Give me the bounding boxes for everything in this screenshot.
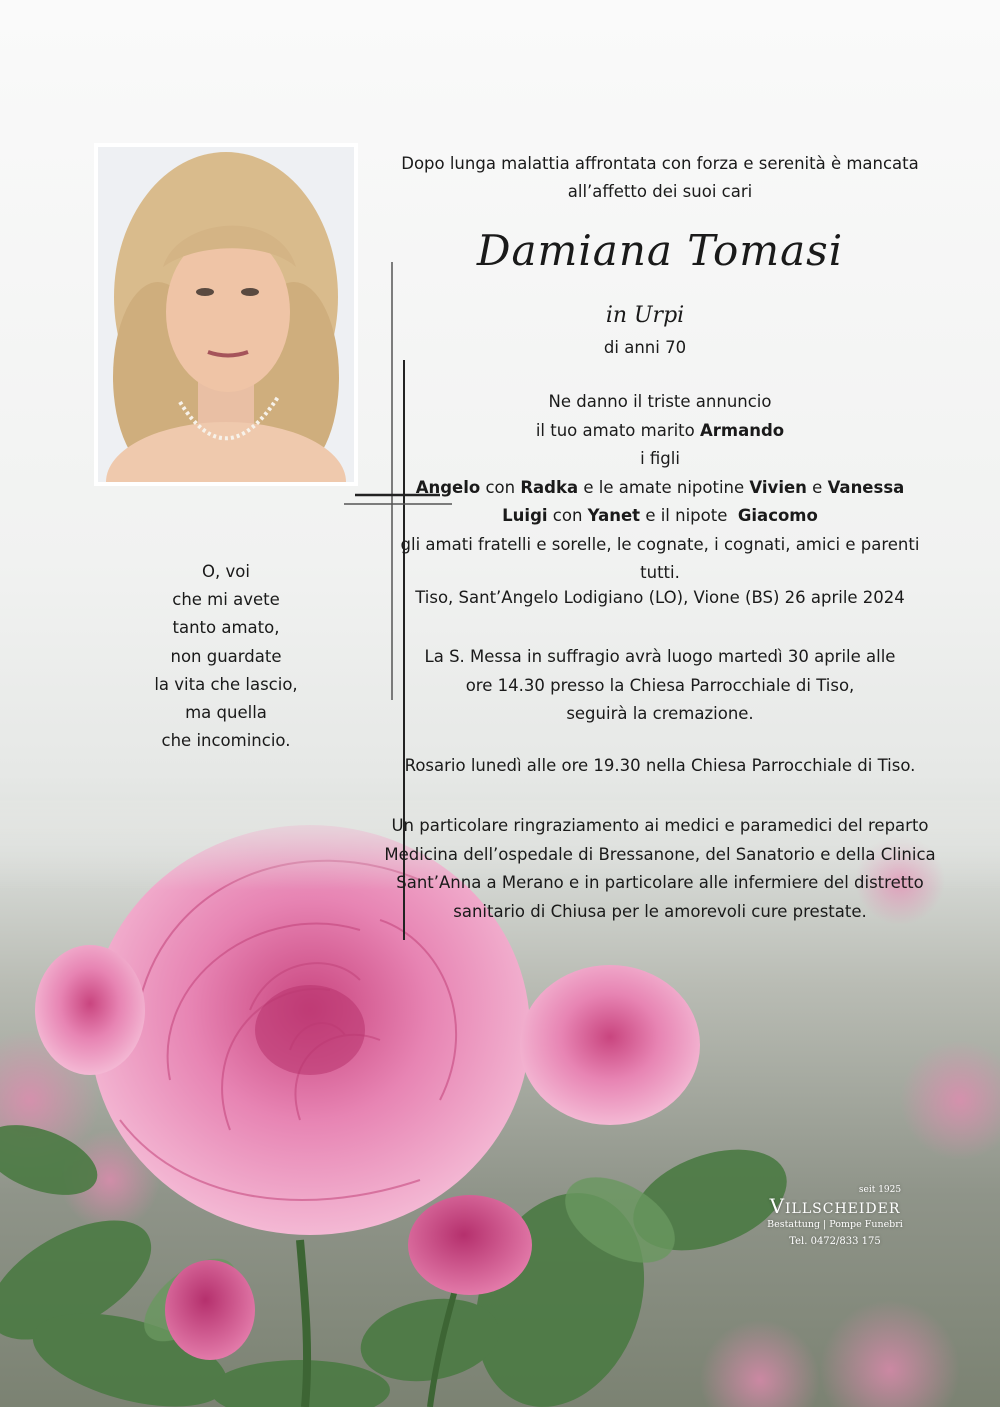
thanks-text: Un particolare ringraziamento ai medici e paramedici del reparto Medicina dell’ospedale di Bressanone, del Sanatorio e della Clinica Sant’Anna a Merano e in particolare alle infermiere del distretto sanitario di Chiusa per le amorevoli cure prestate. <box>384 816 936 921</box>
announcement-line-5: Luigi con Yanet e il nipote Giacomo <box>502 506 818 525</box>
announcement-line-4: Angelo con Radka e le amate nipotine Vivien e Vanessa <box>415 477 905 497</box>
logo-subtitle: Bestattung | Pompe Funebri <box>767 1219 903 1230</box>
poem-line: la vita che lascio, <box>154 674 298 694</box>
deceased-name: Damiana Tomasi <box>476 226 844 275</box>
family-announcement <box>400 388 920 588</box>
poem-line: che mi avete <box>172 590 280 610</box>
logo-name: Villscheider <box>769 1194 901 1218</box>
poem-line: ma quella <box>185 703 267 723</box>
poem-line: non guardate <box>170 646 282 666</box>
married-name: in Urpi <box>605 303 685 328</box>
announcement-line-3: i figli <box>640 449 680 468</box>
funeral-home-logo <box>740 1185 930 1247</box>
rosary-info: Rosario lunedì alle ore 19.30 nella Chiesa Parrocchiale di Tiso. <box>404 756 916 775</box>
logo-phone: Tel. 0472/833 175 <box>789 1236 881 1247</box>
place-date: Tiso, Sant’Angelo Lodigiano (LO), Vione (BS) 26 aprile 2024 <box>415 588 905 607</box>
poem-line: O, voi <box>202 562 250 581</box>
announcement-line-1: Ne danno il triste annuncio <box>548 392 772 411</box>
announcement-line-6: gli amati fratelli e sorelle, le cognate, i cognati, amici e parenti tutti. <box>400 534 920 582</box>
announcement-line-2: il tuo amato marito Armando <box>535 420 785 440</box>
husband-name: Armando <box>700 420 785 440</box>
poem-line: che incomincio. <box>161 731 291 751</box>
logo-since: seit 1925 <box>858 1185 902 1195</box>
poem <box>120 558 332 755</box>
age-text: di anni 70 <box>603 338 687 357</box>
mass-info: La S. Messa in suffragio avrà luogo martedì 30 aprile alle ore 14.30 presso la Chiesa Parrocchiale di Tiso, seguirà la cremazione. <box>424 647 896 723</box>
poem-line: tanto amato, <box>172 618 280 638</box>
intro-text: Dopo lunga malattia affrontata con forza e serenità è mancata all’affetto dei suoi cari <box>401 154 919 201</box>
